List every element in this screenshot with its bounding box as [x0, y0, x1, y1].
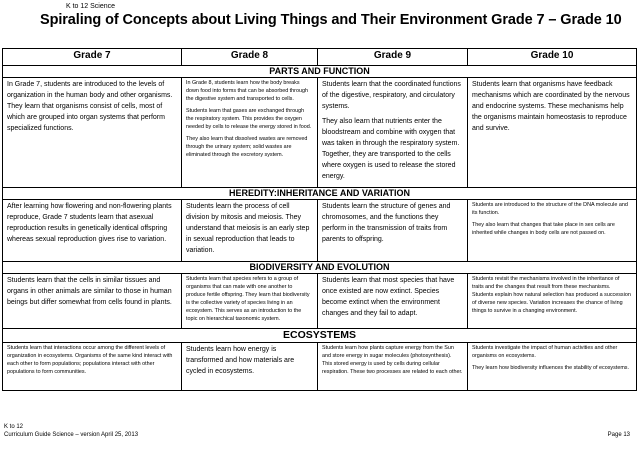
footer: [4, 424, 138, 439]
cell-paragraph: In Grade 8, students learn how the body breaks down food into forms that can be absorbed through the digestive system and transported to cells.: [186, 80, 308, 102]
cell-grade-7: [3, 200, 182, 262]
cell-grade-7: [3, 78, 182, 188]
column-header-grade-9: Grade 9: [318, 49, 468, 66]
cell-grade-10: [468, 274, 637, 329]
cell-paragraph: They also learn that nutrients enter the bloodstream and combine with oxygen that was taken in through the respiratory system. Together, they are transported to the cells where oxygen is used to release the stored energy.: [322, 118, 460, 180]
column-header-grade-7: Grade 7: [3, 49, 182, 66]
cell-paragraph: Students learn the structure of genes and chromosomes, and the functions they perform in the transmission of traits from parents to offspring.: [322, 203, 451, 243]
cell-paragraph: Students learn that most species that have once existed are now extinct. Species become extinct when the environment changes and they fail to adapt.: [322, 277, 455, 317]
section-title: BIODIVERSITY AND EVOLUTION: [3, 262, 637, 274]
cell-grade-9: [318, 200, 468, 262]
cell-paragraph: Students learn that gases are exchanged through the respiratory system. This provides the oxygen needed by cells to release the energy stored in food.: [186, 108, 312, 130]
spiral-table: [2, 48, 637, 391]
cell-grade-10: [468, 343, 637, 391]
cell-paragraph: In Grade 7, students are introduced to the levels of organization in the human body and other organisms. They learn that organisms consist of cells, most of which are grouped into organ systems that perform specialized functions.: [7, 81, 173, 132]
section-title: PARTS AND FUNCTION: [3, 66, 637, 78]
cell-paragraph: They learn how biodiversity influences the stability of ecosystems.: [472, 365, 629, 371]
cell-grade-9: [318, 274, 468, 329]
header-row: [3, 49, 637, 66]
table-row: [3, 274, 637, 329]
cell-paragraph: Students learn how plants capture energy from the Sun and store energy in sugar molecules (photosynthesis). This stored energy is used by cells during cellular respiration. These two processes are related to each other.: [322, 345, 463, 375]
cell-paragraph: Students learn that the cells in similar tissues and organs in other animals are similar to those in human beings but differ somewhat from cells found in plants.: [7, 277, 172, 306]
cell-grade-10: [468, 200, 637, 262]
cell-paragraph: They also learn that dissolved wastes are removed through the urinary system; solid wastes are eliminated through the excretory system.: [186, 136, 308, 158]
column-header-grade-10: Grade 10: [468, 49, 637, 66]
document-title: Spiraling of Concepts about Living Things and Their Environment Grade 7 – Grade 10: [40, 12, 622, 28]
section-title: HEREDITY:INHERITANCE AND VARIATION: [3, 188, 637, 200]
table-row: [3, 78, 637, 188]
cell-grade-10: [468, 78, 637, 188]
column-header-grade-8: Grade 8: [182, 49, 318, 66]
top-note: K to 12 Science: [66, 3, 116, 10]
footer-line-1: K to 12: [4, 424, 24, 430]
cell-paragraph: Students revisit the mechanisms involved in the inheritance of traits and the changes that result from these mechanisms. Students explain how natural selection has produced a succession of diverse new species. Variation increases the chance of living things to survive in a changing environment.: [472, 276, 631, 314]
cell-paragraph: Students learn how energy is transformed and how materials are cycled in ecosystems.: [186, 346, 295, 375]
cell-paragraph: Students learn the process of cell division by mitosis and meiosis. They understand that meiosis is an early step in sexual reproduction that leads to variation.: [186, 203, 310, 254]
cell-grade-7: [3, 343, 182, 391]
cell-grade-9: [318, 343, 468, 391]
cell-grade-8: [182, 200, 318, 262]
section-row: [3, 262, 637, 274]
table-row: [3, 343, 637, 391]
cell-grade-8: [182, 274, 318, 329]
cell-grade-8: [182, 343, 318, 391]
cell-paragraph: Students learn that organisms have feedback mechanisms which are coordinated by the nervous and endocrine systems. These mechanisms help the organisms maintain homeostasis to reproduce and survive.: [472, 81, 630, 132]
section-row: [3, 66, 637, 78]
table-row: [3, 200, 637, 262]
cell-paragraph: Students learn that interactions occur among the different levels of organization in ecosystems. Organisms of the same kind interact with each other to form populations; populations interact with other populations to form communities.: [7, 345, 173, 375]
cell-paragraph: Students learn that the coordinated functions of the digestive, respiratory, and circulatory systems.: [322, 81, 461, 110]
section-row: [3, 329, 637, 343]
section-row: [3, 188, 637, 200]
cell-paragraph: Students investigate the impact of human activities and other organisms on ecosystems.: [472, 345, 618, 359]
section-title: ECOSYSTEMS: [3, 329, 637, 343]
cell-paragraph: After learning how flowering and non-flowering plants reproduce, Grade 7 students learn that asexual reproduction results in genetically identical offspring whereas sexual reproduction gives rise to variation.: [7, 203, 172, 243]
cell-grade-7: [3, 274, 182, 329]
footer-line-2: Curriculum Guide Science – version April 25, 2013: [4, 431, 139, 438]
cell-grade-8: [182, 78, 318, 188]
cell-paragraph: Students learn that species refers to a group of organisms that can mate with one another to produce fertile offspring. They learn that biodiversity is the collective variety of species living in an ecosystem. This serves as an introduction to the topic on hierarchical taxonomic system.: [186, 276, 310, 322]
cell-grade-9: [318, 78, 468, 188]
cell-paragraph: They also learn that changes that take place in sex cells are inherited while changes in body cells are not passed on.: [472, 222, 615, 236]
page-number: Page 13: [607, 432, 630, 438]
cell-paragraph: Students are introduced to the structure of the DNA molecule and its function.: [472, 202, 628, 216]
